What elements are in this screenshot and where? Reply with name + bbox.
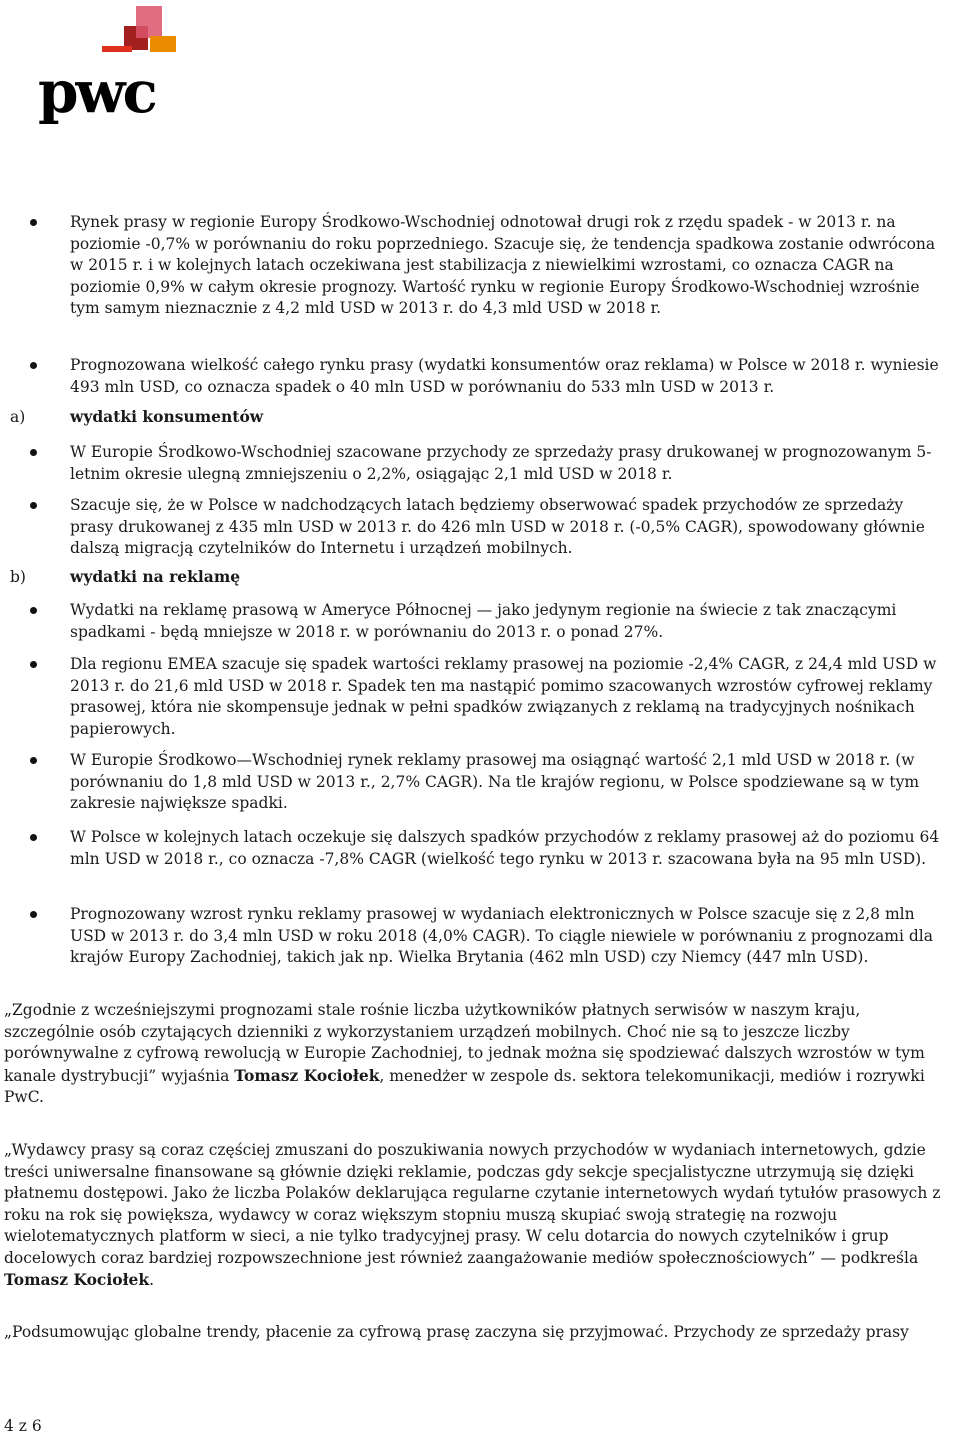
- quote-paragraph: [4, 1000, 954, 1109]
- list-item: [70, 212, 942, 320]
- quote-author: Tomasz Kociołek: [4, 1270, 150, 1289]
- list-item: [70, 600, 942, 643]
- pwc-logo: [38, 6, 188, 126]
- list-item: [70, 442, 942, 485]
- quote-paragraph: [4, 1140, 954, 1292]
- quote-text: „Zgodnie z wcześniejszymi prognozami stale rośnie liczba użytkowników płatnych serwisów w naszym kraju, szczególnie osób czytających dzienniki z wykorzystaniem urządzeń mobilnych. Choć nie są to jeszcze liczby porównywalne z cyfrową rewolucją w Europie Zachodniej, to jednak można się spodziewać dalszych wzrostów w tym kanale dystrybucji” wyjaśnia: [4, 1001, 925, 1085]
- section-b-heading: [10, 566, 610, 589]
- list-item: [70, 750, 942, 815]
- quote-text-end: , menedżer w zespole ds. sektora telekomunikacji, mediów i rozrywki PwC.: [4, 1066, 925, 1106]
- list-item: [70, 904, 942, 969]
- bullet-text: W Polsce w kolejnych latach oczekuje się dalszych spadków przychodów z reklamy prasowej aż do poziomu 64 mln USD w 2018 r., co oznacza -7,8% CAGR (wielkość tego rynku w 2013 r. szacowana była na 95 mln USD).: [70, 828, 940, 868]
- bullet-text: W Europie Środkowo-Wschodniej szacowane przychody ze sprzedaży prasy drukowanej w prognozowanym 5-letnim okresie ulegną zmniejszeniu o 2,2%, osiągając 2,1 mld USD w 2018 r.: [70, 443, 932, 483]
- bullet-text: Dla regionu EMEA szacuje się spadek wartości reklamy prasowej na poziomie -2,4% CAGR, z 24,4 mld USD w 2013 r. do 21,6 mld USD w 2018 r. Spadek ten ma nastąpić pomimo szacowanych wzrostów cyfrowej reklamy prasowej, która nie skompensuje jednak w pełni spadków związanych z reklamą na tradycyjnych nośnikach papierowych.: [70, 655, 937, 738]
- list-item: [70, 355, 942, 398]
- bullet-text: Szacuje się, że w Polsce w nadchodzących latach będziemy obserwować spadek przychodów ze sprzedaży prasy drukowanej z 435 mln USD w 2013 r. do 426 mln USD w 2018 r. (-0,5% CAGR), spowodowany głównie dalszą migracją czytelników do Internetu i urządzeń mobilnych.: [70, 496, 925, 557]
- section-title: wydatki konsumentów: [70, 407, 264, 426]
- list-item: [70, 654, 942, 740]
- logo-block-pink: [136, 6, 162, 38]
- quote-author: Tomasz Kociołek: [234, 1065, 380, 1085]
- bullet-text: Wydatki na reklamę prasową w Ameryce Północnej — jako jedynym regionie na świecie z tak znaczącymi spadkami - będą mniejsze w 2018 r. w porównaniu do 2013 r. o ponad 27%.: [70, 601, 897, 641]
- bullet-text: Prognozowana wielkość całego rynku prasy (wydatki konsumentów oraz reklama) w Polsce w 2018 r. wyniesie 493 mln USD, co oznacza spadek o 40 mln USD w porównaniu do 533 mln USD w 2013 r.: [70, 356, 939, 396]
- bullet-text: W Europie Środkowo—Wschodniej rynek reklamy prasowej ma osiągnąć wartość 2,1 mld USD w 2018 r. (w porównaniu do 1,8 mld USD w 2013 r., 2,7% CAGR). Na tle krajów regionu, w Polsce spodziewane są w tym zakresie największe spadki.: [70, 751, 920, 812]
- quote-text: „Wydawcy prasy są coraz częściej zmuszani do poszukiwania nowych przychodów w wydaniach internetowych, gdzie treści uniwersalne finansowane są głównie dzięki reklamie, podczas gdy sekcje specjalistyczne utrzymują się dzięki płatnemu dostępowi. Jako że liczba Polaków deklarująca regularne czytanie internetowych wydań tytułów prasowych z roku na rok się powiększa, wydawcy w coraz większym stopniu muszą skupiać swoją strategię na rozwoju wielotematycznych platform w sieci, a nie tylko tradycyjnej prasy. W celu dotarcia do nowych czytelników i grup docelowych coraz bardziej rozpowszechnione jest również zaangażowanie mediów społecznościowych” — podkreśla: [4, 1141, 941, 1267]
- list-item: [70, 827, 942, 870]
- quote-paragraph: [4, 1322, 954, 1344]
- section-title: wydatki na reklamę: [70, 567, 241, 586]
- section-marker: a): [10, 408, 26, 426]
- quote-text: „Podsumowując globalne trendy, płacenie za cyfrową prasę zaczyna się przyjmować. Przychody ze sprzedaży prasy: [4, 1323, 909, 1341]
- section-marker: b): [10, 568, 26, 586]
- section-a-heading: [10, 406, 610, 429]
- logo-block-red: [102, 46, 132, 52]
- logo-block-orange: [150, 36, 176, 52]
- bullet-text: Rynek prasy w regionie Europy Środkowo-Wschodniej odnotował drugi rok z rzędu spadek - w 2013 r. na poziomie -0,7% w porównaniu do roku poprzedniego. Szacuje się, że tendencja spadkowa zostanie odwrócona w 2015 r. i w kolejnych latach oczekiwana jest stabilizacja z niewielkimi wzrostami, co oznacza CAGR na poziomie 0,9% w całym okresie prognozy. Wartość rynku w regionie Europy Środkowo-Wschodniej wzrośnie tym samym nieznacznie z 4,2 mld USD w 2013 r. do 4,3 mld USD w 2018 r.: [70, 213, 936, 317]
- bullet-text: Prognozowany wzrost rynku reklamy prasowej w wydaniach elektronicznych w Polsce szacuje się z 2,8 mln USD w 2013 r. do 3,4 mln USD w roku 2018 (4,0% CAGR). To ciągle niewiele w porównaniu z prognozami dla krajów Europy Zachodniej, takich jak np. Wielka Brytania (462 mln USD) czy Niemcy (447 mln USD).: [70, 905, 933, 966]
- list-item: [70, 495, 942, 560]
- page-number: 4 z 6: [4, 1417, 42, 1435]
- quote-text-end: .: [149, 1271, 155, 1289]
- logo-wordmark: pwc: [38, 58, 155, 126]
